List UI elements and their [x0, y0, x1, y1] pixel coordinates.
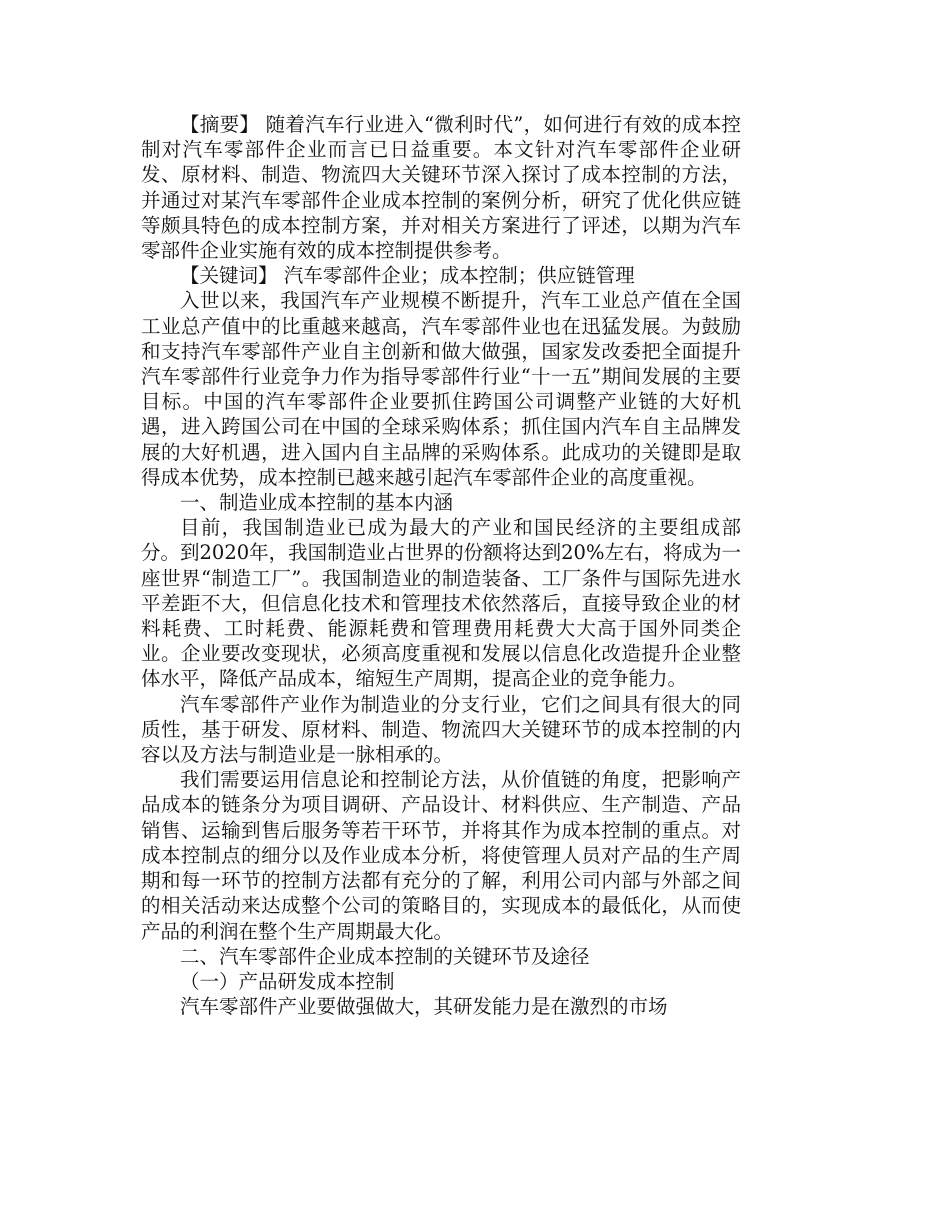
body-paragraph: 目前，我国制造业已成为最大的产业和国民经济的主要组成部分。到2020年，我国制造业占世界的份额将达到20%左右，将成为一座世界“制造工厂”。我国制造业的制造装备、工厂条件与国际先进水平差距不大，但信息化技术和管理技术依然落后，直接导致企业的材料耗费、工时耗费、能源耗费和管理费用耗费大大高于国外同类企业。企业要改变现状，必须高度重视和发展以信息化改造提升企业整体水平，降低产品成本，缩短生产周期，提高企业的竞争能力。 — [141, 516, 741, 691]
document-page — [141, 112, 741, 1019]
body-paragraph: 我们需要运用信息论和控制论方法，从价值链的角度，把影响产品成本的链条分为项目调研、产品设计、材料供应、生产制造、产品销售、运输到售后服务等若干环节，并将其作为成本控制的重点。对成本控制点的细分以及作业成本分析，将使管理人员对产品的生产周期和每一环节的控制方法都有充分的了解，利用公司内部与外部之间的相关活动来达成整个公司的策略目的，实现成本的最低化，从而使产品的利润在整个生产周期最大化。 — [141, 768, 741, 943]
section-heading-1: 一、制造业成本控制的基本内涵 — [180, 491, 454, 515]
body-paragraph: 汽车零部件产业要做强做大，其研发能力是在激烈的市场 — [180, 995, 668, 1019]
intro-paragraph: 入世以来，我国汽车产业规模不断提升，汽车工业总产值在全国工业总产值中的比重越来越高，汽车零部件业也在迅猛发展。为鼓励和支持汽车零部件产业自主创新和做大做强，国家发改委把全面提升汽车零部件行业竞争力作为指导零部件行业“十一五”期间发展的主要目标。中国的汽车零部件企业要抓住跨国公司调整产业链的大好机遇，进入跨国公司在中国的全球采购体系；抓住国内汽车自主品牌发展的大好机遇，进入国内自主品牌的采购体系。此成功的关键即是取得成本优势，成本控制已越来越引起汽车零部件企业的高度重视。 — [141, 289, 741, 489]
section-heading-2: 二、汽车零部件企业成本控制的关键环节及途径 — [180, 944, 590, 968]
subsection-heading-1: （一）产品研发成本控制 — [180, 969, 395, 993]
abstract-paragraph: 【摘要】 随着汽车行业进入“微利时代”，如何进行有效的成本控制对汽车零部件企业而言已日益重要。本文针对汽车零部件企业研发、原材料、制造、物流四大关键环节深入探讨了成本控制的方法，并通过对某汽车零部件企业成本控制的案例分析，研究了优化供应链等颇具特色的成本控制方案，并对相关方案进行了评述，以期为汽车零部件企业实施有效的成本控制提供参考。 — [141, 113, 741, 263]
keywords-paragraph: 【关键词】 汽车零部件企业；成本控制；供应链管理 — [180, 264, 635, 288]
body-paragraph: 汽车零部件产业作为制造业的分支行业，它们之间具有很大的同质性，基于研发、原材料、制造、物流四大关键环节的成本控制的内容以及方法与制造业是一脉相承的。 — [141, 692, 741, 767]
